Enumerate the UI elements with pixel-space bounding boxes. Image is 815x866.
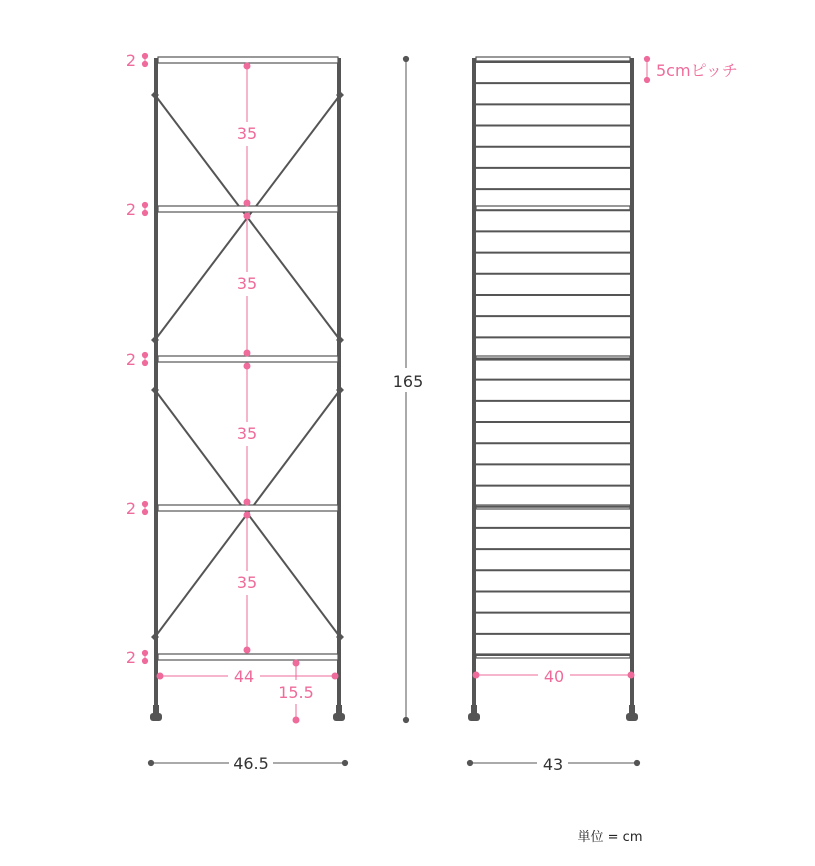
thickness-label-3: 2 (125, 350, 137, 369)
overall-width-label: 46.5 (233, 754, 269, 773)
side-right-post (630, 58, 634, 714)
overall-depth-label: 43 (542, 755, 564, 774)
inner-width-label: 44 (233, 667, 255, 686)
front-shelf-5 (158, 654, 338, 660)
bottom-clearance-label: 15.5 (278, 683, 314, 702)
front-shelf-4 (158, 505, 338, 511)
side-left-foot (468, 705, 480, 721)
gap-label-1: 35 (236, 124, 258, 143)
side-view (467, 56, 738, 774)
side-left-post (472, 58, 476, 714)
unit-label: 単位 = cm (577, 830, 643, 845)
front-right-post (337, 58, 341, 714)
thickness-markers (142, 53, 147, 663)
front-left-foot (150, 705, 162, 721)
thickness-label-5: 2 (125, 648, 137, 667)
front-shelf-1 (158, 57, 338, 63)
front-shelf-3 (158, 356, 338, 362)
side-right-foot (626, 705, 638, 721)
gap-label-3: 35 (236, 424, 258, 443)
thickness-label-1: 2 (125, 51, 137, 70)
front-shelves (158, 57, 338, 660)
front-right-foot (333, 705, 345, 721)
thickness-label-2: 2 (125, 200, 137, 219)
gap-label-2: 35 (236, 274, 258, 293)
front-view (126, 51, 348, 773)
side-shelf-1 (476, 57, 630, 61)
pitch-label: 5cmピッチ (656, 61, 738, 80)
overall-height-label: 165 (392, 372, 424, 391)
front-shelf-2 (158, 206, 338, 212)
pitch-marker (644, 56, 649, 82)
gap-label-4: 35 (236, 573, 258, 592)
front-left-post (154, 58, 158, 714)
inner-depth-label: 40 (543, 667, 565, 686)
side-slats (476, 62, 630, 655)
thickness-label-4: 2 (125, 499, 137, 518)
